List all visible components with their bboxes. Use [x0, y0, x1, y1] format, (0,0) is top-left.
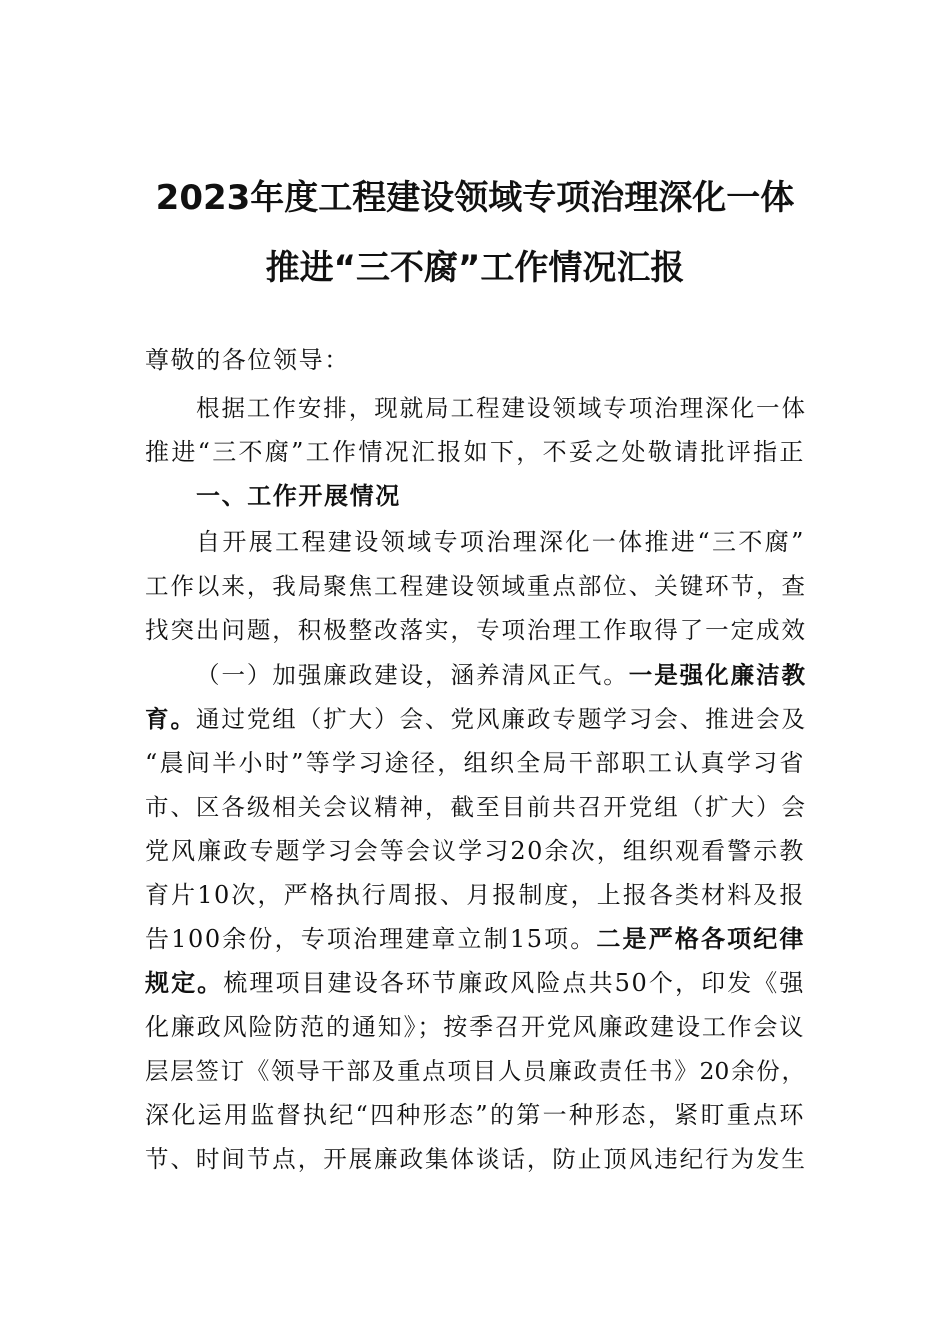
document-title-line-2: 推进“三不腐”工作情况汇报 — [265, 248, 685, 288]
para-2-line-3: 找突出问题，积极整改落实，专项治理工作取得了一定成效 — [145, 616, 805, 644]
point-1-title: 一是强化廉洁教 — [628, 661, 806, 689]
point-2-title-end: 规定。 — [145, 969, 224, 997]
para-3-line-6: 育片10次，严格执行周报、月报制度，上报各类材料及报 — [145, 881, 805, 909]
para-3-line-2 — [145, 704, 805, 734]
para-3-line-9: 化廉政风险防范的通知》；按季召开党风廉政建设工作会议 — [145, 1013, 805, 1041]
point-1-title-end: 育。 — [145, 705, 196, 733]
para-3-line-10: 层层签订《领导干部及重点项目人员廉政责任书》20余份， — [145, 1057, 805, 1085]
para-3-line-7 — [145, 924, 805, 954]
intro-line-2: 推进“三不腐”工作情况汇报如下，不妥之处敬请批评指正 — [145, 438, 805, 466]
subheading-1: （一）加强廉政建设，涵养清风正气。 — [196, 661, 629, 689]
para-3-line-1 — [196, 660, 805, 690]
para-3-line-8 — [145, 968, 805, 998]
point-1-text-end: 告100余份，专项治理建章立制15项。 — [145, 925, 597, 953]
salutation: 尊敬的各位领导： — [145, 346, 350, 374]
para-3-line-12: 节、时间节点，开展廉政集体谈话，防止顶风违纪行为发生 — [145, 1145, 805, 1173]
para-3-line-11: 深化运用监督执纪“四种形态”的第一种形态，紧盯重点环 — [145, 1101, 805, 1129]
para-3-line-4: 市、区各级相关会议精神，截至目前共召开党组（扩大）会 — [145, 793, 805, 821]
para-3-line-5: 党风廉政专题学习会等会议学习20余次，组织观看警示教 — [145, 837, 805, 865]
intro-line-1: 根据工作安排，现就局工程建设领域专项治理深化一体 — [196, 394, 805, 422]
para-3-line-3: “晨间半小时”等学习途径，组织全局干部职工认真学习省 — [145, 749, 805, 777]
document-title-line-1: 2023年度工程建设领域专项治理深化一体 — [155, 178, 795, 218]
para-2-line-1: 自开展工程建设领域专项治理深化一体推进“三不腐” — [196, 528, 805, 556]
point-1-text: 通过党组（扩大）会、党风廉政专题学习会、推进会及 — [195, 705, 806, 733]
para-2-line-2: 工作以来，我局聚焦工程建设领域重点部位、关键环节，查 — [145, 572, 805, 600]
point-2-title: 二是严格各项纪律 — [596, 925, 805, 953]
section-heading-1: 一、工作开展情况 — [196, 482, 401, 510]
point-2-text: 梳理项目建设各环节廉政风险点共50个，印发《强 — [223, 969, 805, 997]
